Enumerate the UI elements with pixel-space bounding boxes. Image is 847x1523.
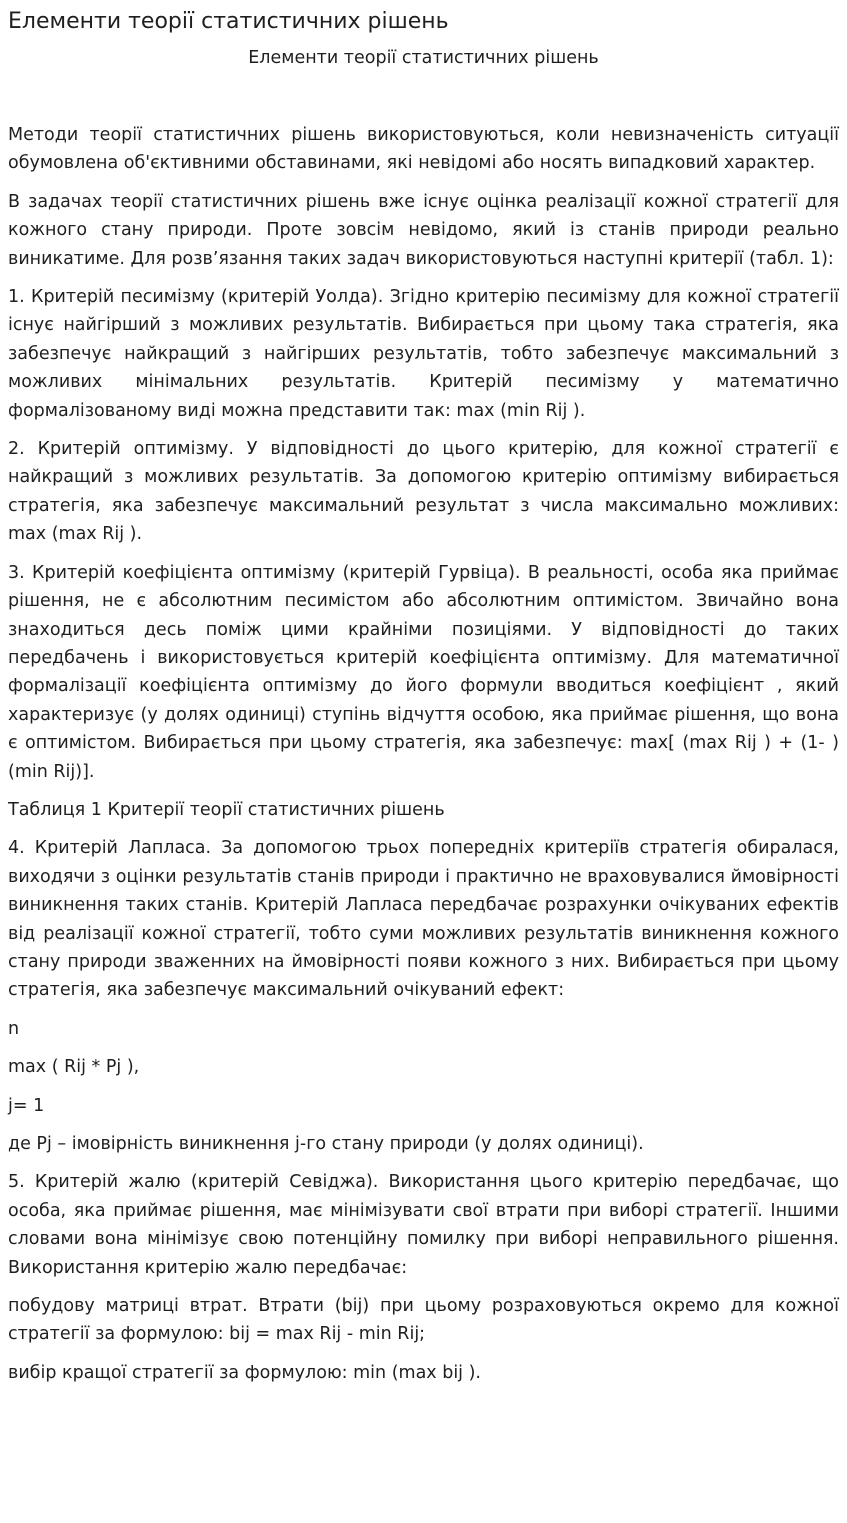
formula-lower-limit: j= 1	[8, 1095, 45, 1116]
formula-definition: де Pj – імовірність виникнення j-го стану природи (у долях одиниці).	[8, 1134, 644, 1154]
document-subtitle: Елементи теорії статистичних рішень	[248, 48, 599, 68]
paragraph-savage-criterion: 5. Критерій жалю (критерій Севіджа). Використання цього критерію передбачає, що особа, яка приймає рішення, має мінімізувати свої втрати при виборі стратегії. Іншими словами вона мінімізує свою потенційну помилку при виборі неправильного рішення. Використання критерію жалю передбачає:	[8, 1172, 839, 1278]
table-caption: Таблиця 1 Критерії теорії статистичних рішень	[8, 799, 445, 820]
paragraph-loss-matrix: побудову матриці втрат. Втрати (bij) при цьому розраховуються окремо для кожної стратегії за формулою: bij = max Rij - min Rij;	[8, 1296, 839, 1345]
paragraph-intro: Методи теорії статистичних рішень використовуються, коли невизначеність ситуації обумовлена об'єктивними обставинами, які невідомі або носять випадковий характер.	[8, 125, 839, 174]
document-body	[8, 121, 839, 1387]
formula-expression: max ( Rij * Pj ),	[8, 1057, 140, 1078]
paragraph-hurwicz-criterion: 3. Критерій коефіцієнта оптимізму (критерій Гурвіца). В реальності, особа яка приймає рішення, не є абсолютним песимістом або абсолютним оптимістом. Звичайно вона знаходиться десь поміж цими крайніми позиціями. У відповідності до таких передбачень і використовується критерій коефіцієнта оптимізму. Для математичної формалізації коефіцієнта оптимізму до його формули вводиться коефіцієнт , який характеризує (у долях одиниці) ступінь відчуття особою, яка приймає рішення, що вона є оптимістом. Вибирається при цьому стратегія, яка забезпечує: max[ (max Rij ) + (1- )(min Rij)].	[8, 562, 839, 782]
formula-upper-limit: n	[8, 1018, 20, 1039]
paragraph-laplace-criterion: 4. Критерій Лапласа. За допомогою трьох попередніх критеріїв стратегія обиралася, виходячи з оцінки результатів станів природи і практично не враховувалися ймовірності виникнення таких станів. Критерій Лапласа передбачає розрахунки очікуваних ефектів від реалізації кожної стратегії, тобто суми можливих результатів виникнення кожного стану природи зваженних на ймовірності появи кожного з них. Вибирається при цьому стратегія, яка забезпечує максимальний очікуваний ефект:	[8, 838, 839, 1001]
page-title: Елементи теорії статистичних рішень	[8, 9, 449, 34]
paragraph-optimism-criterion: 2. Критерій оптимізму. У відповідності до цього критерію, для кожної стратегії є найкращий з можливих результатів. За допомогою критерію оптимізму вибирається стратегія, яка забезпечує максимальний результат з числа максимально можливих: max (max Rij ).	[8, 439, 839, 545]
paragraph-best-strategy: вибір кращої стратегії за формулою: min (max bij ).	[8, 1362, 481, 1383]
paragraph-criteria-intro: В задачах теорії статистичних рішень вже існує оцінка реалізації кожної стратегії для кожного стану природи. Проте зовсім невідомо, який із станів природи реально виникатиме. Для розв’язання таких задач використовуються наступні критерії (табл. 1):	[8, 191, 839, 269]
paragraph-wald-criterion: 1. Критерій песимізму (критерій Уолда). Згідно критерію песимізму для кожної стратегії існує найгірший з можливих результатів. Вибирається при цьому така стратегія, яка забезпечує найкращий з найгірших результатів, тобто забезпечує максимальний з можливих мінімальних результатів. Критерій песимізму у математично формалізованому виді можна представити так: max (min Rij ).	[8, 287, 839, 421]
